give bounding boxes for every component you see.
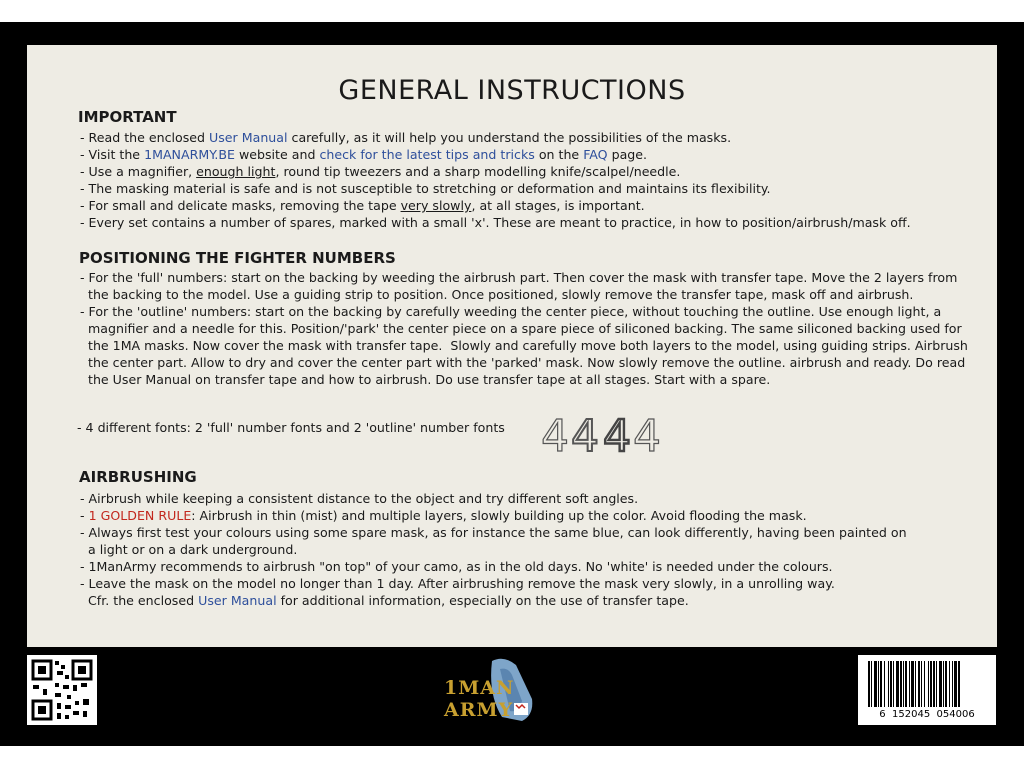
positioning-line: the User Manual on transfer tape and how to airbrush. Do use transfer tape at all stages. Start with a spare. <box>80 372 771 387</box>
barcode-bar <box>915 661 916 707</box>
user-manual-link[interactable]: User Manual <box>198 593 277 608</box>
logo-text-line-1: 1MAN <box>444 677 515 699</box>
digit-sample: 4 <box>541 411 569 457</box>
digit-sample: 4 <box>571 411 599 457</box>
barcode-bar <box>896 661 899 707</box>
airbrushing-line-4: a light or on a dark underground. <box>80 542 298 557</box>
important-line-1: - Read the enclosed User Manual carefully, as it will help you understand the possibilities of the masks. <box>80 130 732 145</box>
airbrushing-line-2: - 1 GOLDEN RULE: Airbrush in thin (mist) and multiple layers, slowly building up the color. Avoid flooding the mask. <box>80 508 807 523</box>
positioning-line: - For the 'outline' numbers: start on the backing by carefully weeding the center piece, without touching the outline. Use enough light, a <box>80 304 942 319</box>
airbrushing-line-3: - Always first test your colours using some spare mask, as for instance the same blue, can look differently, having been painted on <box>80 525 907 540</box>
airbrushing-line-5: - 1ManArmy recommends to airbrush "on top" of your camo, as in the old days. No 'white' is needed under the colours. <box>80 559 833 574</box>
barcode-bar <box>945 661 947 707</box>
digit-sample: 4 <box>633 411 661 457</box>
instructions-panel <box>27 45 997 647</box>
logo-text-line-2: ARMY <box>444 699 514 721</box>
barcode-bar <box>939 661 942 707</box>
barcode-bar <box>900 661 902 707</box>
brand-logo <box>440 655 550 727</box>
digit-sample: 4 <box>603 411 631 457</box>
faq-link[interactable]: FAQ <box>583 147 608 162</box>
barcode-bar <box>921 661 922 707</box>
barcode-bar <box>888 661 889 707</box>
important-line-2: - Visit the 1MANARMY.BE website and check for the latest tips and tricks on the FAQ page. <box>80 147 648 162</box>
barcode-bar <box>924 661 925 707</box>
barcode-bar <box>952 661 953 707</box>
barcode-bar <box>928 661 929 707</box>
airbrushing-line-1: - Airbrush while keeping a consistent distance to the object and try different soft angles. <box>80 491 639 506</box>
barcode-bar <box>930 661 932 707</box>
barcode-bar <box>871 661 872 707</box>
barcode-bar <box>874 661 877 707</box>
positioning-line: the center part. Allow to dry and cover the center part with the 'parked' mask. Now slowly remove the outline. airbrush and ready. Do read <box>80 355 966 370</box>
barcode-bar <box>868 661 870 707</box>
barcode-bar <box>890 661 892 707</box>
important-line-5: - For small and delicate masks, removing the tape very slowly, at all stages, is important. <box>80 198 645 213</box>
barcode-bar <box>954 661 957 707</box>
barcode-bar <box>905 661 907 707</box>
barcode-bar <box>933 661 935 707</box>
important-heading: IMPORTANT <box>78 108 177 126</box>
barcode-number: 6 152045 054006 <box>879 709 975 720</box>
positioning-heading: POSITIONING THE FIGHTER NUMBERS <box>79 249 396 267</box>
barcode-bar <box>949 661 950 707</box>
tips-link[interactable]: check for the latest tips and tricks <box>319 147 535 162</box>
barcode-bar <box>918 661 920 707</box>
page-title: GENERAL INSTRUCTIONS <box>338 75 686 106</box>
important-line-6: - Every set contains a number of spares, marked with a small 'x'. These are meant to practice, in how to position/airbrush/mask off. <box>80 215 911 230</box>
barcode-bar <box>893 661 894 707</box>
golden-rule: 1 GOLDEN RULE <box>88 508 192 523</box>
barcode-bar <box>943 661 944 707</box>
barcode-bar <box>958 661 960 707</box>
sample-digits <box>541 407 671 457</box>
barcode-bar <box>880 661 882 707</box>
important-line-4: - The masking material is safe and is not susceptible to stretching or deformation and maintains its flexibility. <box>80 181 771 196</box>
barcode-bar <box>936 661 937 707</box>
barcode-bar <box>909 661 910 707</box>
important-line-3: - Use a magnifier, enough light, round tip tweezers and a sharp modelling knife/scalpel/needle. <box>80 164 681 179</box>
website-link[interactable]: 1MANARMY.BE <box>144 147 235 162</box>
barcode-icon <box>858 655 996 725</box>
barcode-bar <box>903 661 904 707</box>
positioning-line: - For the 'full' numbers: start on the backing by weeding the airbrush part. Then cover the mask with transfer tape. Move the 2 layers from <box>80 270 958 285</box>
airbrushing-line-6: - Leave the mask on the model no longer than 1 day. After airbrushing remove the mask very slowly, in a unrolling way. <box>80 576 835 591</box>
barcode-bar <box>911 661 914 707</box>
positioning-line: the backing to the model. Use a guiding strip to position. Once positioned, slowly remove the transfer tape, mask off and airbrush. <box>80 287 914 302</box>
airbrushing-heading: AIRBRUSHING <box>79 468 197 486</box>
qr-code-icon <box>27 655 97 725</box>
positioning-line: the 1MA masks. Now cover the mask with transfer tape. Slowly and carefully move both layers to the model, using guiding strips. Airbrush <box>80 338 968 353</box>
positioning-line: magnifier and a needle for this. Position/'park' the center piece on a spare piece of siliconed backing. The same siliconed backing used for <box>80 321 962 336</box>
barcode-bar <box>884 661 885 707</box>
fonts-note: - 4 different fonts: 2 'full' number fonts and 2 'outline' number fonts <box>77 420 505 435</box>
barcode-bar <box>878 661 879 707</box>
airbrushing-line-7: Cfr. the enclosed User Manual for additional information, especially on the use of transfer tape. <box>80 593 689 608</box>
user-manual-link[interactable]: User Manual <box>209 130 288 145</box>
